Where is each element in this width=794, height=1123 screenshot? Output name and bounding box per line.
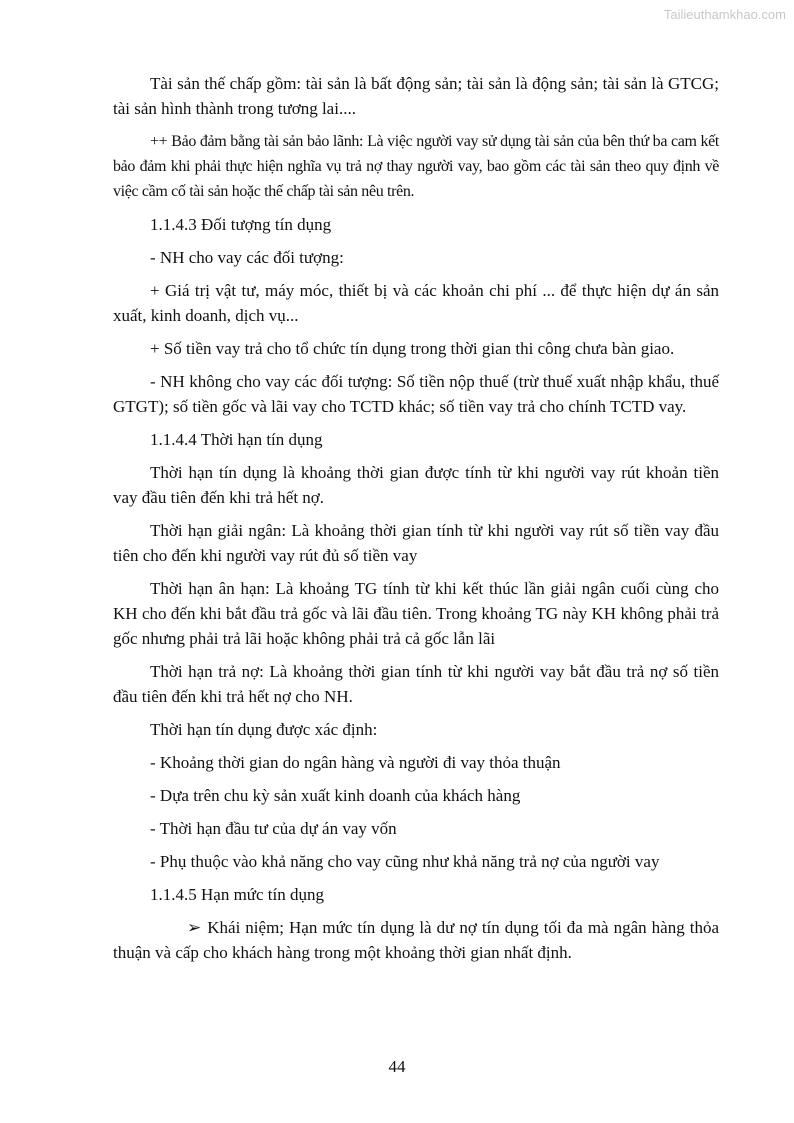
watermark: Tailieuthamkhao.com xyxy=(663,7,786,22)
arrow-bullet-icon: ➢ xyxy=(187,918,202,937)
paragraph: Thời hạn trả nợ: Là khoảng thời gian tính từ khi người vay bắt đầu trả nợ số tiền đầu tiên đến khi trả hết nợ cho NH. xyxy=(113,662,719,706)
list-item: - Khoảng thời gian do ngân hàng và người đi vay thỏa thuận xyxy=(150,753,561,772)
page-number: 44 xyxy=(388,1057,406,1076)
paragraph: Thời hạn tín dụng được xác định: xyxy=(150,720,378,739)
section-heading: 1.1.4.5 Hạn mức tín dụng xyxy=(150,885,325,904)
section-heading: 1.1.4.4 Thời hạn tín dụng xyxy=(150,430,323,449)
bullet-text: Khái niệm; Hạn mức tín dụng là dư nợ tín dụng tối đa mà ngân hàng thỏa thuận và cấp cho khách hàng trong một khoảng thời gian nhất định. xyxy=(113,918,719,962)
paragraph: - NH cho vay các đối tượng: xyxy=(150,248,344,267)
paragraph: + Giá trị vật tư, máy móc, thiết bị và các khoản chi phí ... để thực hiện dự án sản xuất, kinh doanh, dịch vụ... xyxy=(113,281,719,325)
paragraph: ++ Bảo đảm bằng tài sản bảo lãnh: Là việc người vay sử dụng tài sản của bên thứ ba cam kết bảo đảm khi phải thực hiện nghĩa vụ trả nợ thay người vay, bao gồm các tài sản theo quy định về việc cầm cố tài sản hoặc thế chấp tài sản nêu trên. xyxy=(113,133,719,200)
bullet-paragraph xyxy=(113,915,719,965)
list-item: - Phụ thuộc vào khả năng cho vay cũng như khả năng trả nợ của người vay xyxy=(150,852,660,871)
paragraph: Thời hạn ân hạn: Là khoảng TG tính từ khi kết thúc lần giải ngân cuối cùng cho KH cho đến khi bắt đầu trả gốc và lãi đầu tiên. Trong khoảng TG này KH không phải trả gốc nhưng phải trả lãi hoặc không phải trả cả gốc lẫn lãi xyxy=(113,579,719,648)
paragraph: Thời hạn tín dụng là khoảng thời gian được tính từ khi người vay rút khoản tiền vay đầu tiên đến khi trả hết nợ. xyxy=(113,463,719,507)
paragraph: - NH không cho vay các đối tượng: Số tiền nộp thuế (trừ thuế xuất nhập khẩu, thuế GTGT); số tiền gốc và lãi vay cho TCTD khác; số tiền vay trả cho chính TCTD vay. xyxy=(113,372,719,416)
paragraph: + Số tiền vay trả cho tổ chức tín dụng trong thời gian thi công chưa bàn giao. xyxy=(150,339,675,358)
paragraph: Thời hạn giải ngân: Là khoảng thời gian tính từ khi người vay rút số tiền vay đầu tiên cho đến khi người vay rút đủ số tiền vay xyxy=(113,521,719,565)
paragraph: Tài sản thế chấp gồm: tài sản là bất động sản; tài sản là động sản; tài sản là GTCG; tài sản hình thành trong tương lai.... xyxy=(113,74,719,118)
document-page xyxy=(113,71,719,965)
list-item: - Thời hạn đầu tư của dự án vay vốn xyxy=(150,819,397,838)
section-heading: 1.1.4.3 Đối tượng tín dụng xyxy=(150,215,332,234)
list-item: - Dựa trên chu kỳ sản xuất kinh doanh của khách hàng xyxy=(150,786,521,805)
